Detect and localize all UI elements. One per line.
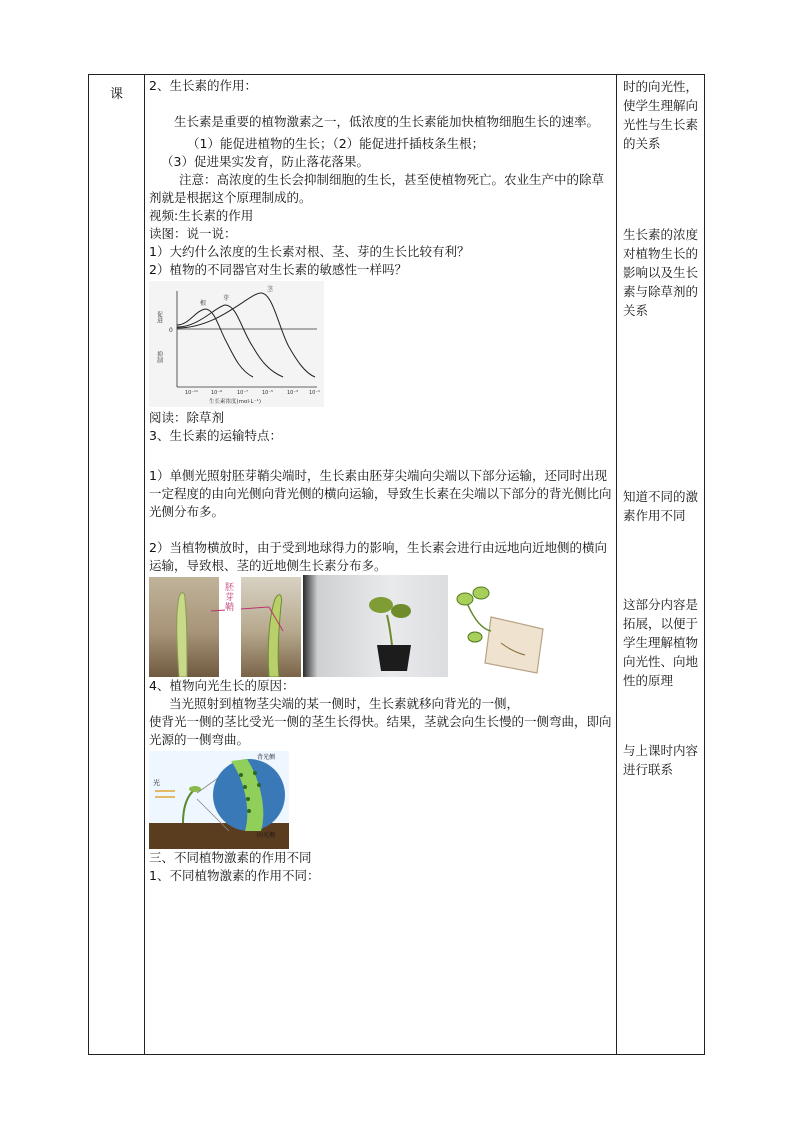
label-pointer (209, 581, 289, 641)
note-4: 这部分内容是拓展，以便于学生理解植物向光性、向地性的原理 (623, 597, 699, 688)
section-heading: 三、不同植物激素的作用不同 (149, 850, 312, 865)
curve-label-root: 根 (200, 300, 207, 307)
seedling-pot-photo (303, 575, 448, 677)
read-figure-label: 读图：说一说： (149, 226, 237, 241)
note-2: 生长素的浓度对植物生长的影响以及生长素与除草剂的关系 (623, 227, 699, 318)
note-paragraph: 注意：高浓度的生长会抑制细胞的生长，甚至使植物死亡。农业生产中的除草剂就是根据这个原理制成的。 (149, 172, 605, 205)
section-heading: 2、生长素的作用： (149, 78, 257, 93)
bud-curve (177, 305, 283, 377)
curve-label-bud: 芽 (223, 295, 230, 302)
sub-heading: 1、不同植物激素的作用不同： (149, 868, 320, 883)
x-axis-label: 生长素浓度(mol·L⁻¹) (209, 399, 261, 405)
list-item: （3）促进果实发育，防止落花落果。 (161, 154, 369, 169)
curve-label-stem: 茎 (267, 286, 274, 293)
y-label-inhibit: 抑制 (155, 351, 163, 363)
row-label: 课 (109, 87, 123, 102)
video-label: 视频:生长素的作用 (149, 208, 254, 223)
paragraph: 2）当植物横放时，由于受到地球得力的影响，生长素会进行由远地向近地侧的横向运输，导致根、茎的近地侧生长素分布多。 (149, 540, 607, 573)
note-5: 与上课时内容进行联系 (623, 743, 699, 777)
paragraph: 使背光一侧的茎比受光一侧的茎生长得快。结果，茎就会向生长慢的一侧弯曲，即向光源的一侧弯曲。 (149, 714, 612, 747)
horizontal-pot-drawing (451, 577, 561, 677)
question-2: 2）植物的不同器官对生长素的敏感性一样吗？ (149, 262, 407, 277)
coleoptile-label: 胚芽鞘 (225, 583, 241, 613)
zero-label: 0 (169, 327, 173, 334)
photo-strip (149, 577, 569, 677)
x-tick: 10⁻¹¹ (185, 390, 199, 396)
column-divider (144, 75, 145, 1054)
x-tick: 10⁻¹ (309, 390, 321, 396)
x-tick: 10⁻⁹ (211, 390, 223, 396)
content-column (149, 77, 615, 885)
note-3: 知道不同的激素作用不同 (623, 489, 699, 523)
section-heading: 4、植物向光生长的原因： (149, 678, 295, 693)
column-divider (616, 75, 617, 1054)
x-tick: 10⁻⁷ (237, 390, 249, 396)
paragraph: 1）单侧光照射胚芽鞘尖端时，生长素由胚芽尖端向尖端以下部分运输，还同时出现一定程度的由向光侧向背光侧的横向运输，导致生长素在尖端以下部分的背光侧比向光侧分布多。 (149, 468, 612, 519)
auxin-concentration-graph (149, 281, 324, 407)
lesson-table (88, 74, 705, 1055)
light-label: 光 (153, 779, 160, 787)
light-side-label: 向光侧 (257, 832, 276, 839)
x-tick: 10⁻⁵ (262, 390, 274, 396)
reading-label: 阅读：除草剂 (149, 410, 225, 425)
note-1: 时的向光性，使学生理解向光性与生长素的关系 (623, 79, 699, 151)
paragraph: 生长素是重要的植物激素之一，低浓度的生长素能加快植物细胞生长的速率。 (174, 114, 600, 129)
section-heading: 3、生长素的运输特点： (149, 428, 282, 443)
y-label-promote: 促进 (155, 311, 163, 323)
list-item: （1）能促进植物的生长；（2）能促进扦插枝条生根； (187, 136, 485, 151)
phototropism-diagram (149, 751, 289, 849)
shade-side-label: 背光侧 (257, 754, 276, 761)
x-tick: 10⁻³ (287, 390, 299, 396)
paragraph: 当光照射到植物茎尖端的某一侧时，生长素就移向背光的一侧， (169, 696, 520, 711)
question-1: 1）大约什么浓度的生长素对根、茎、芽的生长比较有利？ (149, 244, 470, 259)
